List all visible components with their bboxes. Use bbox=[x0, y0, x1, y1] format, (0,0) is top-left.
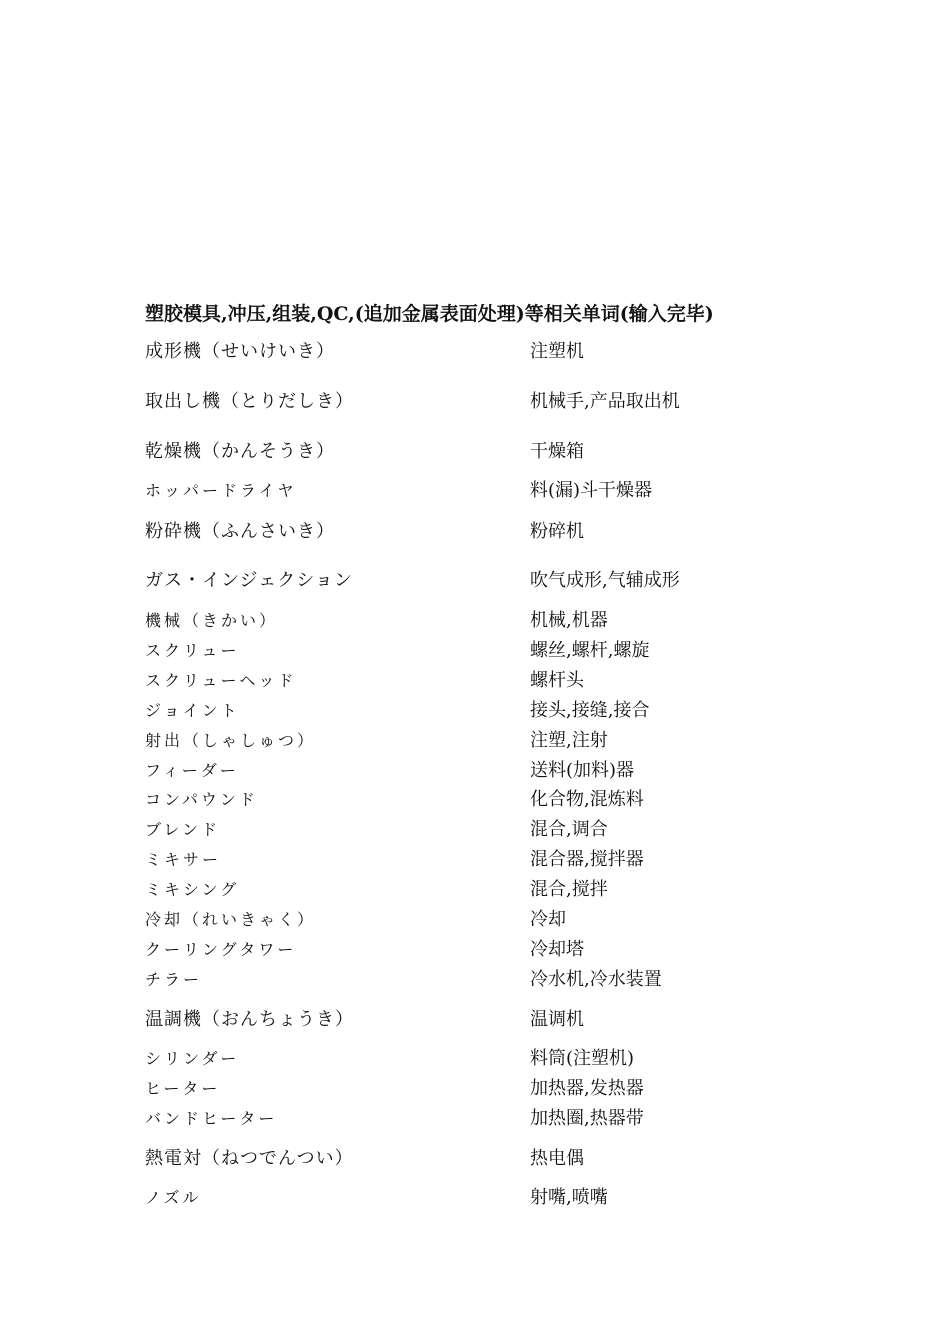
list-item bbox=[0, 637, 950, 665]
list-item bbox=[0, 567, 950, 595]
chinese-translation: 冷却塔 bbox=[530, 939, 584, 960]
chinese-translation: 注塑,注射 bbox=[530, 730, 608, 751]
list-item bbox=[0, 757, 950, 785]
chinese-translation: 加热圈,热器带 bbox=[530, 1108, 644, 1129]
japanese-term: ジョイント bbox=[145, 701, 240, 720]
japanese-term: 冷却（れいきゃく） bbox=[145, 910, 317, 929]
list-item bbox=[0, 846, 950, 874]
list-item bbox=[0, 786, 950, 814]
chinese-translation: 注塑机 bbox=[530, 341, 584, 362]
list-item bbox=[0, 607, 950, 635]
chinese-translation: 机械,机器 bbox=[530, 610, 608, 631]
japanese-term: 機械（きかい） bbox=[145, 611, 279, 630]
list-item bbox=[0, 816, 950, 844]
list-item bbox=[0, 518, 950, 546]
chinese-translation: 温调机 bbox=[530, 1009, 584, 1030]
list-item bbox=[0, 388, 950, 416]
chinese-translation: 冷却 bbox=[530, 909, 566, 930]
japanese-term: チラー bbox=[145, 970, 203, 989]
japanese-term: バンドヒーター bbox=[145, 1109, 278, 1128]
japanese-term: スクリュー bbox=[145, 641, 240, 660]
chinese-translation: 接头,接缝,接合 bbox=[530, 700, 650, 721]
list-item bbox=[0, 966, 950, 994]
chinese-translation: 混合器,搅拌器 bbox=[530, 849, 644, 870]
japanese-term: コンパウンド bbox=[145, 790, 258, 809]
japanese-term: 乾燥機（かんそうき） bbox=[145, 441, 335, 462]
japanese-term: 粉砕機（ふんさいき） bbox=[145, 521, 335, 542]
list-item bbox=[0, 338, 950, 366]
list-item bbox=[0, 438, 950, 466]
japanese-term: スクリューヘッド bbox=[145, 671, 297, 690]
list-item bbox=[0, 906, 950, 934]
chinese-translation: 混合,搅拌 bbox=[530, 879, 608, 900]
chinese-translation: 加热器,发热器 bbox=[530, 1078, 644, 1099]
list-item bbox=[0, 1045, 950, 1073]
chinese-translation: 螺杆头 bbox=[530, 670, 584, 691]
chinese-translation: 干燥箱 bbox=[530, 441, 584, 462]
chinese-translation: 送料(加料)器 bbox=[530, 760, 635, 781]
chinese-translation: 粉碎机 bbox=[530, 521, 584, 542]
list-item bbox=[0, 1075, 950, 1103]
list-item bbox=[0, 1145, 950, 1173]
chinese-translation: 射嘴,喷嘴 bbox=[530, 1187, 608, 1208]
japanese-term: シリンダー bbox=[145, 1049, 240, 1068]
list-item bbox=[0, 936, 950, 964]
chinese-translation: 螺丝,螺杆,螺旋 bbox=[530, 640, 650, 661]
japanese-term: 熱電対（ねつでんつい） bbox=[145, 1148, 354, 1169]
list-item bbox=[0, 727, 950, 755]
japanese-term: 成形機（せいけいき） bbox=[145, 341, 335, 362]
japanese-term: 取出し機（とりだしき） bbox=[145, 391, 354, 412]
chinese-translation: 吹气成形,气辅成形 bbox=[530, 570, 680, 591]
japanese-term: 温調機（おんちょうき） bbox=[145, 1009, 354, 1030]
japanese-term: ミキサー bbox=[145, 850, 222, 869]
chinese-translation: 料筒(注塑机) bbox=[530, 1048, 635, 1069]
list-item bbox=[0, 876, 950, 904]
list-item bbox=[0, 667, 950, 695]
japanese-term: ヒーター bbox=[145, 1079, 221, 1098]
list-item bbox=[0, 697, 950, 725]
japanese-term: ガス・インジェクション bbox=[145, 570, 353, 591]
chinese-translation: 化合物,混炼料 bbox=[530, 789, 644, 810]
japanese-term: クーリングタワー bbox=[145, 940, 297, 959]
list-item bbox=[0, 1184, 950, 1212]
chinese-translation: 热电偶 bbox=[530, 1148, 584, 1169]
chinese-translation: 混合,调合 bbox=[530, 819, 608, 840]
list-item bbox=[0, 1006, 950, 1034]
list-item bbox=[0, 1105, 950, 1133]
japanese-term: ノズル bbox=[145, 1188, 202, 1207]
japanese-term: フィーダー bbox=[145, 761, 239, 780]
japanese-term: ミキシング bbox=[145, 880, 240, 899]
japanese-term: ブレンド bbox=[145, 820, 220, 839]
list-item bbox=[0, 477, 950, 505]
chinese-translation: 机械手,产品取出机 bbox=[530, 391, 680, 412]
japanese-term: 射出（しゃしゅつ） bbox=[145, 731, 317, 750]
chinese-translation: 料(漏)斗干燥器 bbox=[530, 480, 653, 501]
japanese-term: ホッパードライヤ bbox=[145, 481, 297, 500]
document-title: 塑胶模具,冲压,组装,QC,(追加金属表面处理)等相关单词(输入完毕) bbox=[145, 303, 714, 325]
chinese-translation: 冷水机,冷水装置 bbox=[530, 969, 662, 990]
